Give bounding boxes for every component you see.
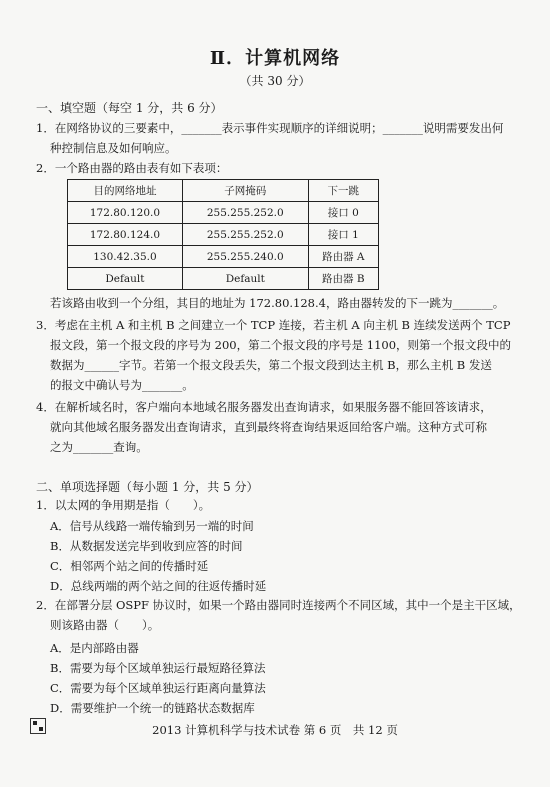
s2-q2-line2: 则该路由器（ ）。 bbox=[50, 618, 160, 632]
table-row bbox=[68, 268, 379, 290]
s2-q2-option-d: D．需要维护一个统一的链路状态数据库 bbox=[50, 701, 255, 715]
s2-q2-line1: 2．在部署分层 OSPF 协议时，如果一个路由器同时连接两个不同区域，其中一个是主干区域， bbox=[36, 598, 521, 612]
s1-q3-line2: 报文段，第一个报文段的序号为 200，第二个报文段的序号是 1100，则第一个报文段中的 bbox=[50, 338, 512, 352]
page-subtitle: （共 30 分） bbox=[239, 74, 311, 88]
table-row bbox=[68, 224, 379, 246]
s2-q1-option-c: C．相邻两个站之间的传播时延 bbox=[50, 559, 209, 573]
s1-q2-intro: 2．一个路由器的路由表有如下表项： bbox=[36, 161, 228, 175]
table-cell: 路由器 B bbox=[308, 268, 378, 290]
page-footer: 2013 计算机科学与技术试卷 第 6 页 共 12 页 bbox=[152, 723, 398, 737]
table-cell: 172.80.120.0 bbox=[68, 202, 183, 224]
s2-q2-option-a: A．是内部路由器 bbox=[50, 641, 139, 655]
s1-q1-line2: 种控制信息及如何响应。 bbox=[50, 141, 177, 155]
table-header-row bbox=[68, 180, 379, 202]
table-cell: 255.255.252.0 bbox=[182, 202, 308, 224]
s1-q1-line1: 1．在网络协议的三要素中，_______表示事件实现顺序的详细说明；_______说明需要发出何 bbox=[36, 121, 504, 135]
s2-q2-option-c: C．需要为每个区域单独运行距离向量算法 bbox=[50, 681, 266, 695]
s1-q2-after: 若该路由收到一个分组，其目的地址为 172.80.128.4，路由器转发的下一跳为_______。 bbox=[50, 296, 505, 310]
table-cell: 130.42.35.0 bbox=[68, 246, 183, 268]
table-cell: 255.255.240.0 bbox=[182, 246, 308, 268]
s2-q1-option-d: D．总线两端的两个站之间的往返传播时延 bbox=[50, 579, 267, 593]
s1-q3-line1: 3．考虑在主机 A 和主机 B 之间建立一个 TCP 连接，若主机 A 向主机 B 连续发送两个 TCP bbox=[36, 318, 511, 332]
table-header-cell: 子网掩码 bbox=[182, 180, 308, 202]
s1-q4-line1: 4．在解析域名时，客户端向本地域名服务器发出查询请求，如果服务器不能回答该请求， bbox=[36, 400, 492, 414]
s2-q2-option-b: B．需要为每个区域单独运行最短路径算法 bbox=[50, 661, 266, 675]
table-cell: 172.80.124.0 bbox=[68, 224, 183, 246]
s2-q1-option-b: B．从数据发送完毕到收到应答的时间 bbox=[50, 539, 243, 553]
s1-q3-line3: 数据为______字节。若第一个报文段丢失，第二个报文段到达主机 B，那么主机 B 发送 bbox=[50, 358, 492, 372]
table-cell: 路由器 A bbox=[308, 246, 378, 268]
table-row bbox=[68, 202, 379, 224]
table-row bbox=[68, 246, 379, 268]
table-cell: Default bbox=[68, 268, 183, 290]
section2-heading: 二、单项选择题（每小题 1 分，共 5 分） bbox=[36, 480, 259, 494]
s1-q4-line3: 之为_______查询。 bbox=[50, 440, 148, 454]
section1-heading: 一、填空题（每空 1 分，共 6 分） bbox=[36, 101, 223, 115]
table-cell: Default bbox=[182, 268, 308, 290]
table-header-cell: 下一跳 bbox=[308, 180, 378, 202]
table-cell: 接口 0 bbox=[308, 202, 378, 224]
s1-q3-line4: 的报文中确认号为_______。 bbox=[50, 378, 194, 392]
s2-q1-stem: 1．以太网的争用期是指（ ）。 bbox=[36, 498, 211, 512]
table-cell: 接口 1 bbox=[308, 224, 378, 246]
table-cell: 255.255.252.0 bbox=[182, 224, 308, 246]
table-header-cell: 目的网络地址 bbox=[68, 180, 183, 202]
routing-table bbox=[67, 179, 379, 290]
s1-q4-line2: 就向其他域名服务器发出查询请求，直到最终将查询结果返回给客户端。这种方式可称 bbox=[50, 420, 487, 434]
s2-q1-option-a: A．信号从线路一端传输到另一端的时间 bbox=[50, 519, 254, 533]
page-title: Ⅱ．计算机网络 bbox=[209, 48, 341, 69]
